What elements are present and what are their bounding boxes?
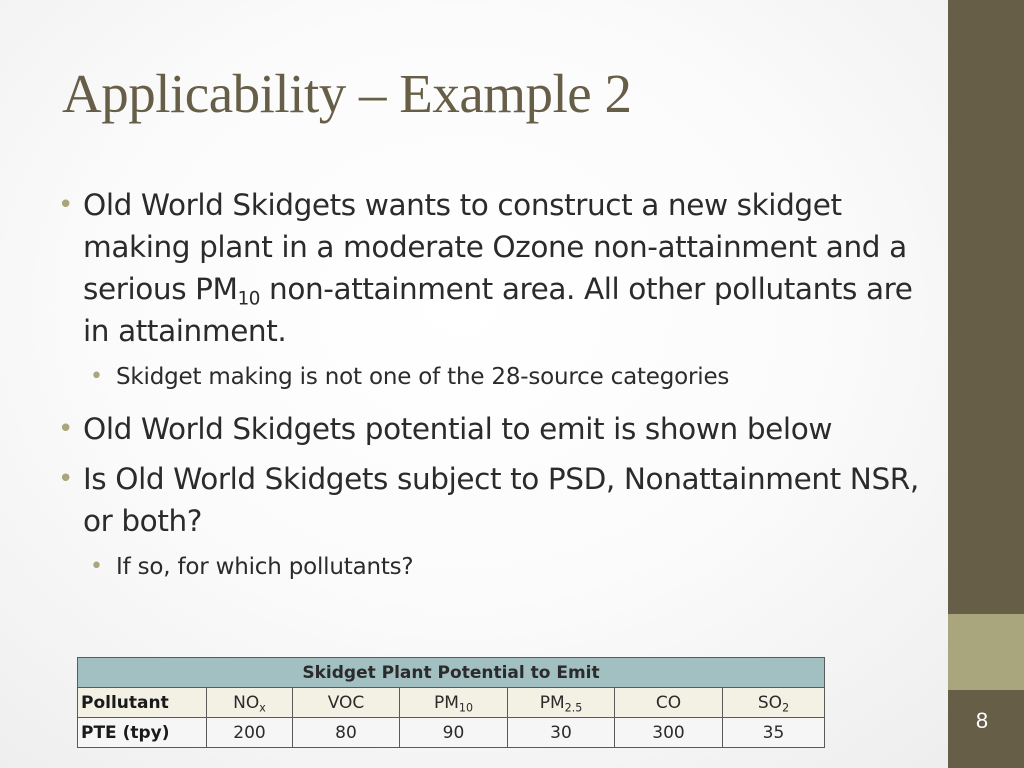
pte-row-label: PTE (tpy) <box>78 718 207 748</box>
table-caption-row <box>78 658 825 688</box>
pm-subscript: 10 <box>237 288 261 310</box>
pte-value-cell: 35 <box>723 718 825 748</box>
sub-bullet-which-pollutants <box>58 550 938 584</box>
bullet-list <box>58 184 938 598</box>
pte-value-cell: 30 <box>508 718 615 748</box>
pollutant-cell: VOC <box>293 688 400 718</box>
slide-title: Applicability – Example 2 <box>62 63 632 124</box>
bullet-question-text: Is Old World Skidgets subject to PSD, Nonattainment NSR, or both? <box>83 462 919 538</box>
pte-value-cell: 300 <box>615 718 723 748</box>
bullet-pte-text: Old World Skidgets potential to emit is shown below <box>83 412 833 446</box>
slide-number: 8 <box>975 708 989 733</box>
table-caption: Skidget Plant Potential to Emit <box>78 658 825 688</box>
pte-value-cell: 80 <box>293 718 400 748</box>
table-row <box>78 718 825 748</box>
bullet-dot-icon: • <box>58 414 73 444</box>
bullet-dot-icon: • <box>58 190 73 220</box>
pte-value-cell: 200 <box>207 718 293 748</box>
decorative-bar-middle <box>948 614 1024 690</box>
pte-value-cell: 90 <box>400 718 508 748</box>
pollutant-header: Pollutant <box>78 688 207 718</box>
bullet-scenario-text-1: Old World Skidgets wants to construct a new skidget making plant in a moderate Ozone non-attainment and a serious PM <box>83 188 907 306</box>
bullet-dot-icon: • <box>90 364 103 389</box>
bullet-dot-icon: • <box>58 464 73 494</box>
table-header-row <box>78 688 825 718</box>
bullet-question <box>58 458 938 542</box>
bullet-scenario-text-2: non-attainment area. All other pollutants are in attainment. <box>83 272 913 348</box>
bullet-dot-icon: • <box>90 554 103 579</box>
pollutant-cell: $PM_{10}$ <box>400 688 508 718</box>
sub-bullet-source-category-text: Skidget making is not one of the 28-source categories <box>116 364 730 390</box>
pte-table <box>77 657 825 748</box>
pollutant-cell: $PM_{2.5}$ <box>508 688 615 718</box>
bullet-scenario <box>58 184 938 352</box>
pollutant-cell: CO <box>615 688 723 718</box>
bullet-pte <box>58 408 938 450</box>
decorative-bar-top <box>948 0 1024 614</box>
pollutant-cell: $SO_2$ <box>723 688 825 718</box>
pollutant-cell: $NO_x$ <box>207 688 293 718</box>
sub-bullet-source-category <box>58 360 938 394</box>
sub-bullet-which-pollutants-text: If so, for which pollutants? <box>116 554 414 580</box>
